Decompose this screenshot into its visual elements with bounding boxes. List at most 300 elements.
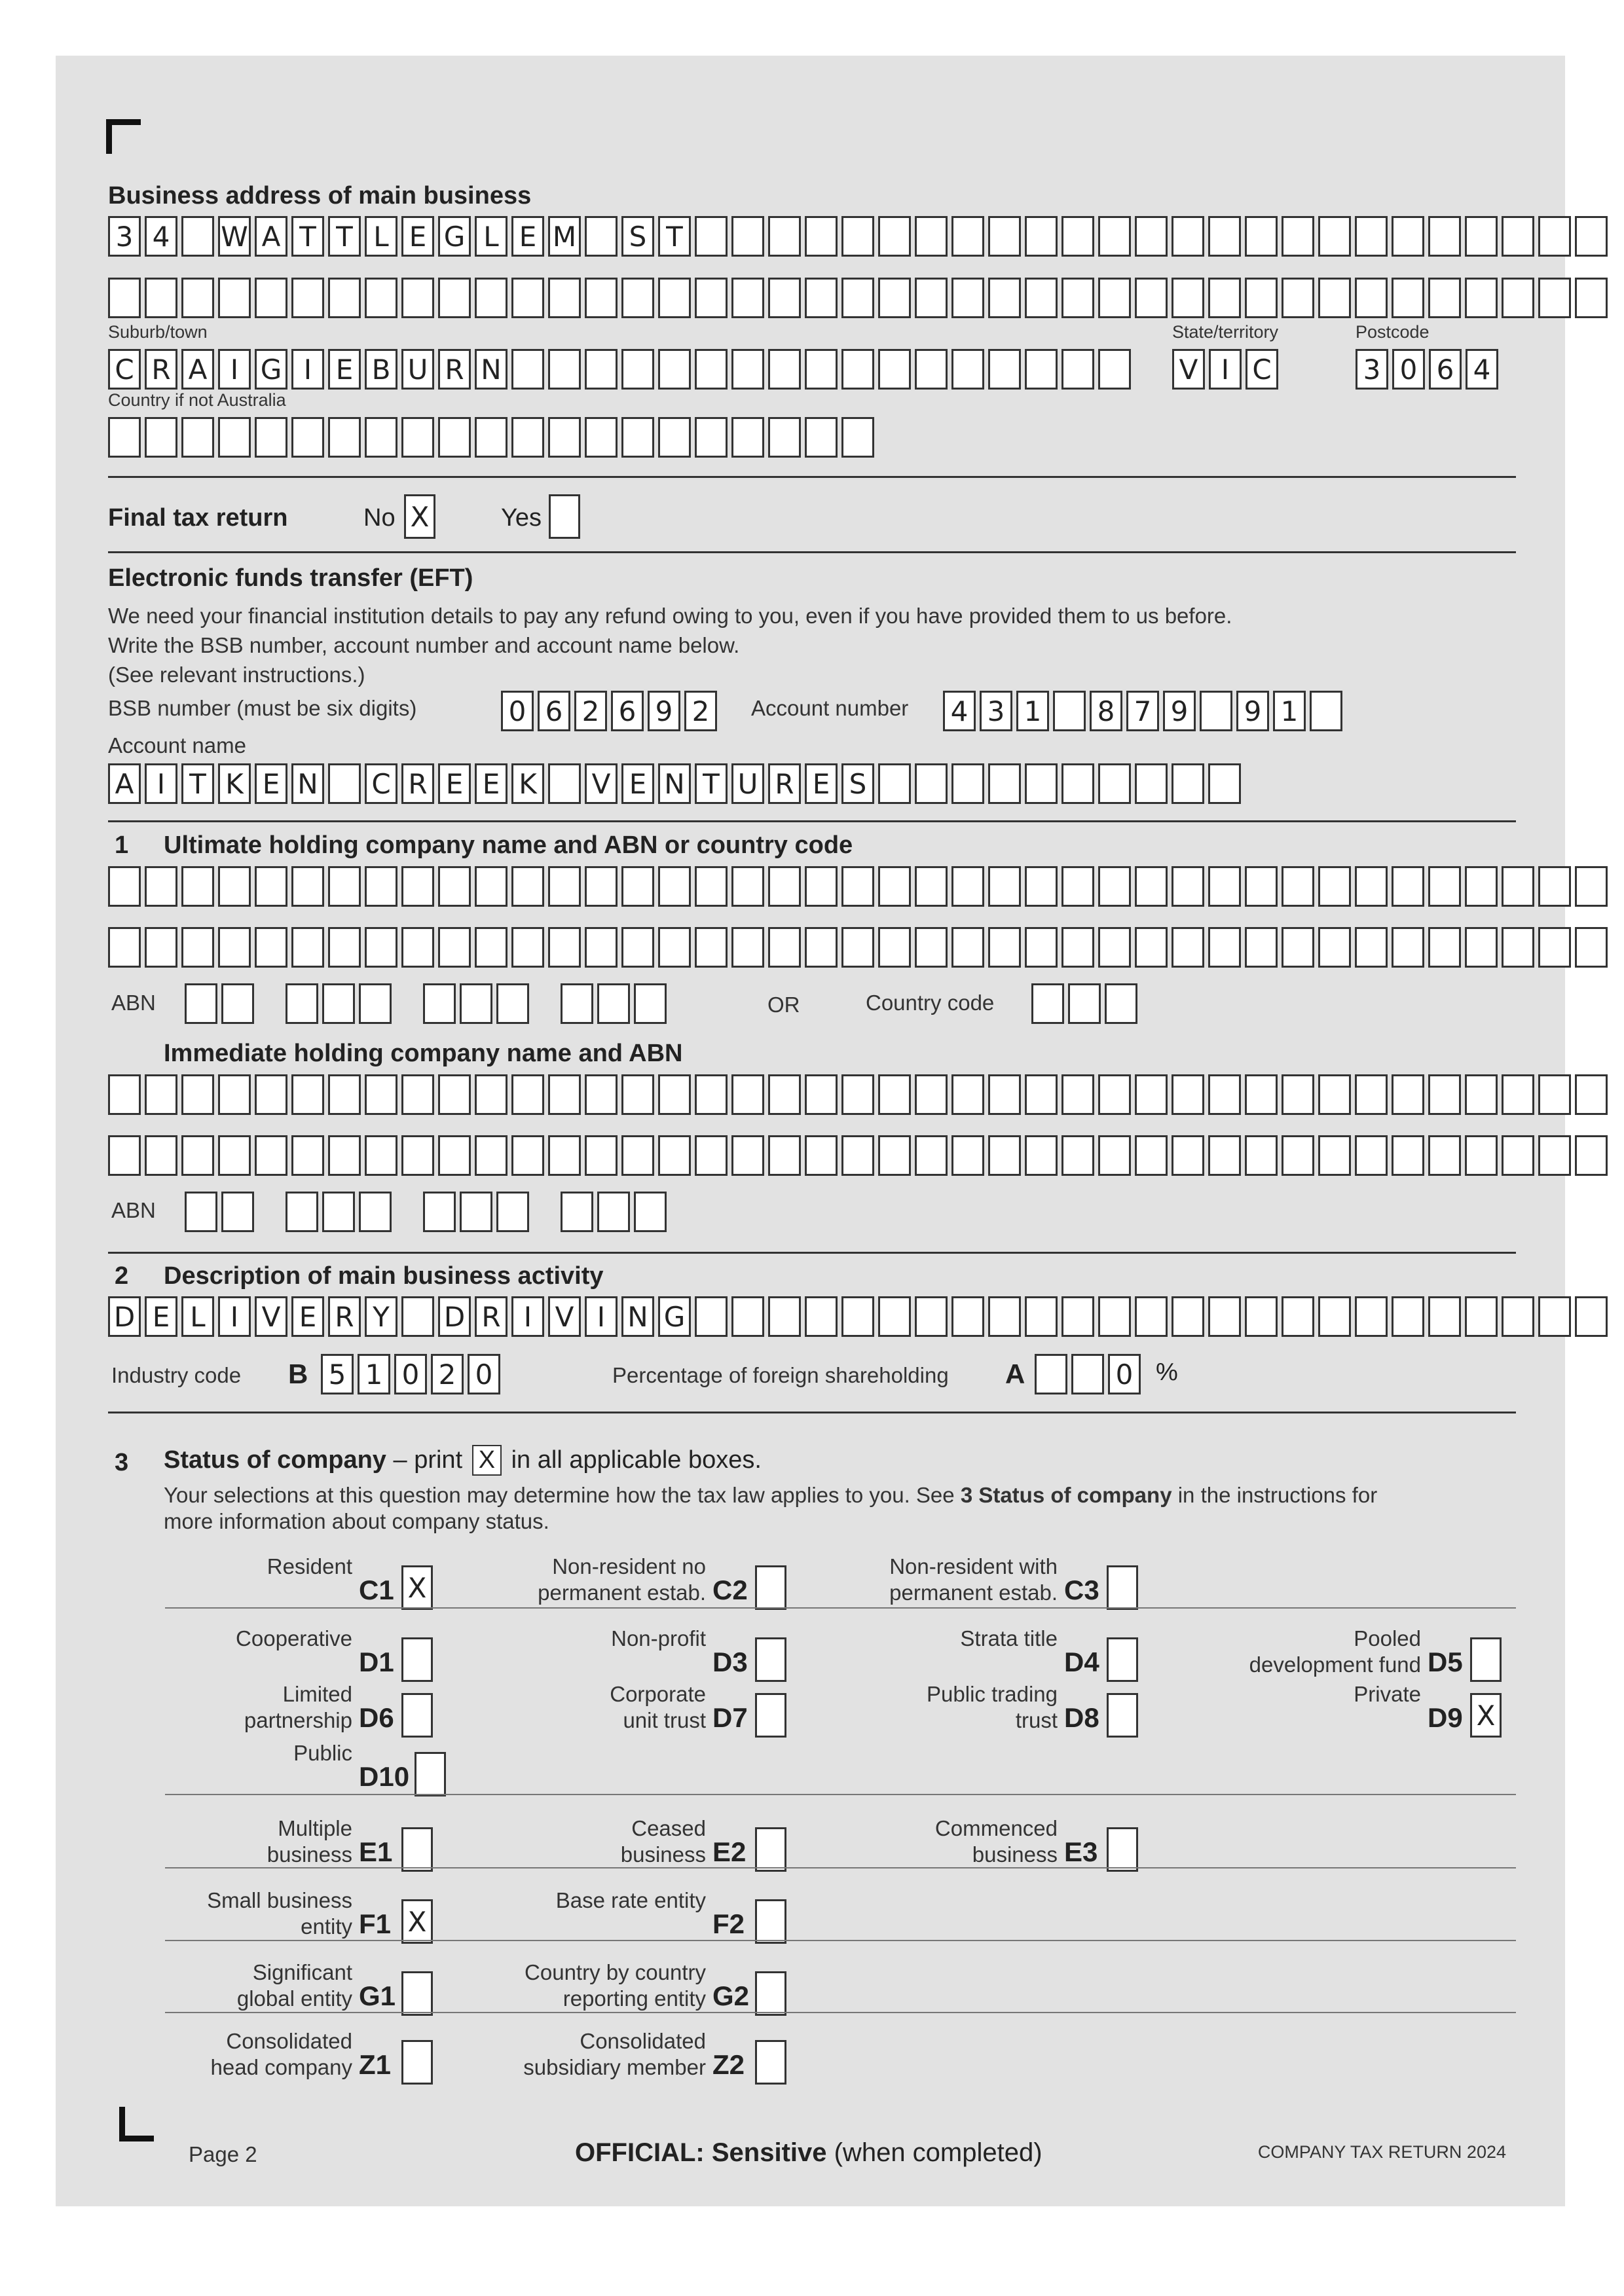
char-box[interactable] (1025, 1074, 1058, 1115)
char-box[interactable] (1208, 1296, 1241, 1337)
char-box[interactable] (1098, 349, 1131, 390)
char-box[interactable] (181, 417, 214, 458)
ultimate-abn-field[interactable] (185, 983, 671, 1024)
char-box[interactable] (1098, 1135, 1131, 1176)
char-box[interactable] (658, 927, 691, 968)
char-box[interactable] (1502, 1135, 1534, 1176)
char-box[interactable]: 4 (145, 216, 177, 257)
char-box[interactable] (1355, 927, 1388, 968)
char-box[interactable] (1502, 1296, 1534, 1337)
char-box[interactable] (988, 866, 1021, 907)
char-box[interactable] (328, 1135, 361, 1176)
abn-digit-box[interactable] (634, 983, 667, 1024)
abn-digit-box[interactable] (359, 1192, 392, 1232)
char-box[interactable] (1428, 216, 1461, 257)
char-box[interactable] (291, 417, 324, 458)
char-box[interactable] (621, 866, 654, 907)
account-name-field[interactable] (108, 763, 1245, 804)
char-box[interactable]: K (511, 763, 544, 804)
char-box[interactable]: 1 (1016, 691, 1049, 731)
char-box[interactable] (1098, 1296, 1131, 1337)
char-box[interactable] (1208, 866, 1241, 907)
char-box[interactable] (1538, 927, 1571, 968)
char-box[interactable] (621, 1074, 654, 1115)
char-box[interactable] (731, 927, 764, 968)
char-box[interactable] (145, 927, 177, 968)
char-box[interactable] (585, 278, 618, 318)
final-return-no-checkbox[interactable]: X (404, 494, 435, 539)
char-box[interactable] (915, 866, 948, 907)
char-box[interactable] (731, 1074, 764, 1115)
char-box[interactable]: E (621, 763, 654, 804)
char-box[interactable] (1061, 1296, 1094, 1337)
char-box[interactable] (621, 1135, 654, 1176)
char-box[interactable] (585, 927, 618, 968)
char-box[interactable]: 9 (648, 691, 680, 731)
char-box[interactable] (255, 927, 287, 968)
immediate-holding-line2[interactable] (108, 1135, 1612, 1176)
char-box[interactable] (768, 1074, 801, 1115)
char-box[interactable] (218, 417, 251, 458)
char-box[interactable] (585, 866, 618, 907)
abn-digit-box[interactable] (423, 1192, 456, 1232)
ultimate-holding-line2[interactable] (108, 927, 1612, 968)
char-box[interactable] (255, 866, 287, 907)
char-box[interactable] (658, 417, 691, 458)
char-box[interactable] (841, 1074, 874, 1115)
char-box[interactable] (511, 278, 544, 318)
char-box[interactable] (1538, 216, 1571, 257)
char-box[interactable]: E (328, 349, 361, 390)
char-box[interactable] (1392, 866, 1424, 907)
char-box[interactable] (1245, 278, 1278, 318)
status-checkbox-g1[interactable] (401, 1971, 433, 2016)
char-box[interactable]: R (768, 763, 801, 804)
char-box[interactable]: Y (365, 1296, 397, 1337)
char-box[interactable]: S (841, 763, 874, 804)
char-box[interactable] (181, 1074, 214, 1115)
char-box[interactable] (401, 278, 434, 318)
char-box[interactable]: 3 (980, 691, 1012, 731)
char-box[interactable]: W (218, 216, 251, 257)
char-box[interactable]: I (218, 1296, 251, 1337)
status-checkbox-d4[interactable] (1107, 1637, 1138, 1682)
abn-digit-box[interactable] (634, 1192, 667, 1232)
char-box[interactable] (1098, 927, 1131, 968)
char-box[interactable] (255, 417, 287, 458)
char-box[interactable]: T (291, 216, 324, 257)
char-box[interactable] (1208, 927, 1241, 968)
char-box[interactable]: K (218, 763, 251, 804)
char-box[interactable] (1502, 927, 1534, 968)
char-box[interactable]: G (438, 216, 471, 257)
status-checkbox-z1[interactable] (401, 2040, 433, 2085)
char-box[interactable] (108, 1135, 141, 1176)
char-box[interactable] (328, 417, 361, 458)
char-box[interactable] (438, 417, 471, 458)
char-box[interactable] (1282, 1074, 1314, 1115)
char-box[interactable] (731, 866, 764, 907)
char-box[interactable]: 1 (358, 1354, 390, 1394)
char-box[interactable] (218, 1135, 251, 1176)
char-box[interactable] (1208, 216, 1241, 257)
char-box[interactable]: I (218, 349, 251, 390)
char-box[interactable] (475, 278, 507, 318)
char-box[interactable] (951, 763, 984, 804)
char-box[interactable] (1035, 1354, 1067, 1394)
char-box[interactable]: V (255, 1296, 287, 1337)
char-box[interactable] (951, 1074, 984, 1115)
char-box[interactable]: G (255, 349, 287, 390)
abn-digit-box[interactable] (221, 1192, 254, 1232)
char-box[interactable] (731, 216, 764, 257)
char-box[interactable] (1575, 927, 1608, 968)
char-box[interactable]: 4 (943, 691, 976, 731)
char-box[interactable] (878, 1296, 911, 1337)
char-box[interactable] (1245, 866, 1278, 907)
char-box[interactable] (1538, 1296, 1571, 1337)
abn-digit-box[interactable] (561, 983, 593, 1024)
char-box[interactable] (108, 1074, 141, 1115)
char-box[interactable] (951, 1296, 984, 1337)
char-box[interactable]: 2 (574, 691, 607, 731)
immediate-holding-line1[interactable] (108, 1074, 1612, 1115)
char-box[interactable]: I (291, 349, 324, 390)
char-box[interactable] (1025, 1296, 1058, 1337)
abn-digit-box[interactable] (460, 1192, 492, 1232)
char-box[interactable] (951, 927, 984, 968)
char-box[interactable]: E (401, 216, 434, 257)
char-box[interactable] (1318, 1135, 1351, 1176)
char-box[interactable] (548, 763, 581, 804)
char-box[interactable] (475, 927, 507, 968)
char-box[interactable] (1465, 927, 1498, 968)
postcode-field[interactable] (1356, 349, 1502, 390)
char-box[interactable] (695, 1074, 728, 1115)
char-box[interactable] (1428, 1074, 1461, 1115)
char-box[interactable] (1061, 216, 1094, 257)
char-box[interactable]: M (548, 216, 581, 257)
char-box[interactable] (695, 349, 728, 390)
final-return-yes-checkbox[interactable] (549, 494, 580, 539)
char-box[interactable] (1392, 278, 1424, 318)
char-box[interactable] (438, 1135, 471, 1176)
status-checkbox-c3[interactable] (1107, 1565, 1138, 1610)
char-box[interactable] (365, 927, 397, 968)
char-box[interactable]: I (511, 1296, 544, 1337)
char-box[interactable] (878, 278, 911, 318)
status-checkbox-d5[interactable] (1470, 1637, 1502, 1682)
char-box[interactable] (1200, 691, 1232, 731)
abn-digit-box[interactable] (561, 1192, 593, 1232)
char-box[interactable] (108, 927, 141, 968)
char-box[interactable] (1282, 1296, 1314, 1337)
char-box[interactable] (1098, 278, 1131, 318)
char-box[interactable] (1355, 216, 1388, 257)
char-box[interactable] (145, 278, 177, 318)
abn-digit-box[interactable] (185, 1192, 217, 1232)
char-box[interactable] (1502, 1074, 1534, 1115)
char-box[interactable] (1098, 1074, 1131, 1115)
country-code-field[interactable] (1031, 983, 1141, 1024)
char-box[interactable] (511, 1074, 544, 1115)
char-box[interactable] (841, 278, 874, 318)
char-box[interactable] (1575, 1074, 1608, 1115)
char-box[interactable] (1428, 866, 1461, 907)
char-box[interactable] (1025, 1135, 1058, 1176)
char-box[interactable] (805, 278, 838, 318)
char-box[interactable]: E (805, 763, 838, 804)
char-box[interactable] (768, 216, 801, 257)
char-box[interactable] (1245, 927, 1278, 968)
char-box[interactable] (1502, 216, 1534, 257)
char-box[interactable] (328, 278, 361, 318)
char-box[interactable] (1465, 1074, 1498, 1115)
char-box[interactable] (291, 866, 324, 907)
char-box[interactable] (841, 1135, 874, 1176)
char-box[interactable]: L (475, 216, 507, 257)
char-box[interactable] (475, 417, 507, 458)
char-box[interactable]: R (145, 349, 177, 390)
char-box[interactable] (585, 216, 618, 257)
char-box[interactable] (1098, 216, 1131, 257)
char-box[interactable]: 2 (684, 691, 717, 731)
char-box[interactable] (108, 866, 141, 907)
char-box[interactable]: I (145, 763, 177, 804)
char-box[interactable] (1061, 866, 1094, 907)
char-box[interactable]: 3 (108, 216, 141, 257)
abn-digit-box[interactable] (322, 983, 355, 1024)
char-box[interactable] (438, 1074, 471, 1115)
char-box[interactable] (768, 417, 801, 458)
ultimate-holding-line1[interactable] (108, 866, 1612, 907)
char-box[interactable] (108, 417, 141, 458)
char-box[interactable] (1208, 1135, 1241, 1176)
char-box[interactable] (1318, 1074, 1351, 1115)
char-box[interactable] (401, 1074, 434, 1115)
char-box[interactable] (511, 349, 544, 390)
char-box[interactable] (951, 278, 984, 318)
char-box[interactable] (621, 417, 654, 458)
char-box[interactable] (988, 278, 1021, 318)
char-box[interactable] (915, 1074, 948, 1115)
char-box[interactable] (1465, 216, 1498, 257)
char-box[interactable] (145, 417, 177, 458)
char-box[interactable] (805, 1074, 838, 1115)
char-box[interactable]: G (658, 1296, 691, 1337)
char-box[interactable] (1392, 927, 1424, 968)
char-box[interactable] (988, 1135, 1021, 1176)
char-box[interactable] (218, 278, 251, 318)
char-box[interactable] (1355, 1074, 1388, 1115)
state-field[interactable] (1172, 349, 1282, 390)
char-box[interactable]: 7 (1126, 691, 1159, 731)
char-box[interactable] (548, 927, 581, 968)
char-box[interactable] (145, 1135, 177, 1176)
char-box[interactable] (365, 417, 397, 458)
char-box[interactable] (1061, 1074, 1094, 1115)
char-box[interactable] (915, 278, 948, 318)
char-box[interactable] (621, 927, 654, 968)
char-box[interactable] (915, 349, 948, 390)
char-box[interactable] (1172, 763, 1204, 804)
char-box[interactable] (805, 866, 838, 907)
char-box[interactable] (988, 927, 1021, 968)
char-box[interactable]: E (438, 763, 471, 804)
char-box[interactable]: U (731, 763, 764, 804)
char-box[interactable]: U (401, 349, 434, 390)
char-box[interactable] (1282, 927, 1314, 968)
char-box[interactable]: 0 (1392, 349, 1425, 390)
abn-digit-box[interactable] (322, 1192, 355, 1232)
char-box[interactable] (1538, 278, 1571, 318)
char-box[interactable] (731, 1135, 764, 1176)
char-box[interactable]: R (401, 763, 434, 804)
char-box[interactable]: D (108, 1296, 141, 1337)
char-box[interactable] (1428, 1296, 1461, 1337)
char-box[interactable] (1318, 216, 1351, 257)
char-box[interactable] (951, 349, 984, 390)
char-box[interactable]: C (1246, 349, 1278, 390)
abn-digit-box[interactable] (496, 983, 529, 1024)
char-box[interactable] (1071, 1354, 1104, 1394)
char-box[interactable] (1098, 763, 1131, 804)
char-box[interactable]: E (291, 1296, 324, 1337)
char-box[interactable]: 4 (1466, 349, 1498, 390)
char-box[interactable]: E (255, 763, 287, 804)
status-checkbox-z2[interactable] (755, 2040, 786, 2085)
char-box[interactable]: 6 (611, 691, 644, 731)
char-box[interactable] (108, 278, 141, 318)
char-box[interactable]: A (181, 349, 214, 390)
char-box[interactable] (878, 1074, 911, 1115)
char-box[interactable] (1465, 1135, 1498, 1176)
char-box[interactable]: 1 (1273, 691, 1306, 731)
char-box[interactable] (1172, 1135, 1204, 1176)
char-box[interactable] (1208, 1074, 1241, 1115)
char-box[interactable] (1172, 278, 1204, 318)
status-checkbox-d10[interactable] (415, 1752, 446, 1796)
char-box[interactable]: D (438, 1296, 471, 1337)
char-box[interactable] (1245, 1296, 1278, 1337)
abn-digit-box[interactable] (221, 983, 254, 1024)
char-box[interactable]: N (291, 763, 324, 804)
char-box[interactable] (1538, 1074, 1571, 1115)
abn-digit-box[interactable] (185, 983, 217, 1024)
char-box[interactable] (1282, 866, 1314, 907)
char-box[interactable] (1025, 866, 1058, 907)
abn-digit-box[interactable] (496, 1192, 529, 1232)
char-box[interactable] (951, 866, 984, 907)
char-box[interactable] (658, 349, 691, 390)
char-box[interactable] (1355, 866, 1388, 907)
status-checkbox-d7[interactable] (755, 1693, 786, 1738)
char-box[interactable] (1245, 1074, 1278, 1115)
char-box[interactable]: L (181, 1296, 214, 1337)
char-box[interactable]: B (365, 349, 397, 390)
char-box[interactable] (768, 866, 801, 907)
char-box[interactable] (951, 1135, 984, 1176)
char-box[interactable] (915, 763, 948, 804)
char-box[interactable] (1502, 278, 1534, 318)
char-box[interactable] (731, 1296, 764, 1337)
char-box[interactable] (585, 1074, 618, 1115)
char-box[interactable] (1318, 278, 1351, 318)
char-box[interactable] (841, 927, 874, 968)
char-box[interactable]: V (585, 763, 618, 804)
industry-code-field[interactable] (321, 1354, 504, 1394)
char-box[interactable] (1575, 1296, 1608, 1337)
char-box[interactable] (841, 216, 874, 257)
char-box[interactable] (401, 1296, 434, 1337)
char-box[interactable]: A (108, 763, 141, 804)
char-box[interactable] (1575, 1135, 1608, 1176)
immediate-abn-field[interactable] (185, 1192, 671, 1232)
status-checkbox-f1[interactable]: X (401, 1899, 433, 1944)
char-box[interactable] (805, 1135, 838, 1176)
address-line2-field[interactable] (108, 278, 1612, 318)
char-box[interactable] (1392, 216, 1424, 257)
char-box[interactable] (365, 1135, 397, 1176)
char-box[interactable] (915, 927, 948, 968)
char-box[interactable]: I (1209, 349, 1242, 390)
char-box[interactable] (658, 278, 691, 318)
char-box[interactable] (1245, 216, 1278, 257)
status-checkbox-f2[interactable] (755, 1899, 786, 1944)
char-box[interactable] (1135, 1074, 1168, 1115)
char-box[interactable] (1428, 1135, 1461, 1176)
char-box[interactable] (1061, 927, 1094, 968)
status-checkbox-c1[interactable]: X (401, 1565, 433, 1610)
char-box[interactable] (1465, 1296, 1498, 1337)
char-box[interactable]: S (621, 216, 654, 257)
char-box[interactable] (365, 278, 397, 318)
char-box[interactable] (805, 349, 838, 390)
char-box[interactable] (548, 1135, 581, 1176)
business-activity-field[interactable] (108, 1296, 1612, 1337)
char-box[interactable] (1135, 763, 1168, 804)
char-box[interactable] (218, 1074, 251, 1115)
char-box[interactable] (1135, 1135, 1168, 1176)
char-box[interactable] (731, 349, 764, 390)
char-box[interactable] (511, 417, 544, 458)
char-box[interactable]: C (108, 349, 141, 390)
char-box[interactable] (585, 349, 618, 390)
status-checkbox-c2[interactable] (755, 1565, 786, 1610)
char-box[interactable] (1068, 983, 1101, 1024)
foreign-shareholding-field[interactable] (1035, 1354, 1145, 1394)
char-box[interactable]: 5 (321, 1354, 354, 1394)
char-box[interactable] (1172, 1074, 1204, 1115)
char-box[interactable] (1098, 866, 1131, 907)
char-box[interactable] (328, 763, 361, 804)
char-box[interactable] (181, 866, 214, 907)
char-box[interactable] (1282, 278, 1314, 318)
char-box[interactable]: R (475, 1296, 507, 1337)
char-box[interactable] (1392, 1074, 1424, 1115)
char-box[interactable] (1025, 349, 1058, 390)
char-box[interactable] (1208, 278, 1241, 318)
char-box[interactable]: 9 (1163, 691, 1196, 731)
status-checkbox-g2[interactable] (755, 1971, 786, 2016)
char-box[interactable]: N (658, 763, 691, 804)
status-checkbox-d9[interactable]: X (1470, 1693, 1502, 1738)
char-box[interactable] (218, 866, 251, 907)
char-box[interactable]: N (621, 1296, 654, 1337)
char-box[interactable] (841, 417, 874, 458)
char-box[interactable] (1025, 763, 1058, 804)
char-box[interactable] (988, 349, 1021, 390)
